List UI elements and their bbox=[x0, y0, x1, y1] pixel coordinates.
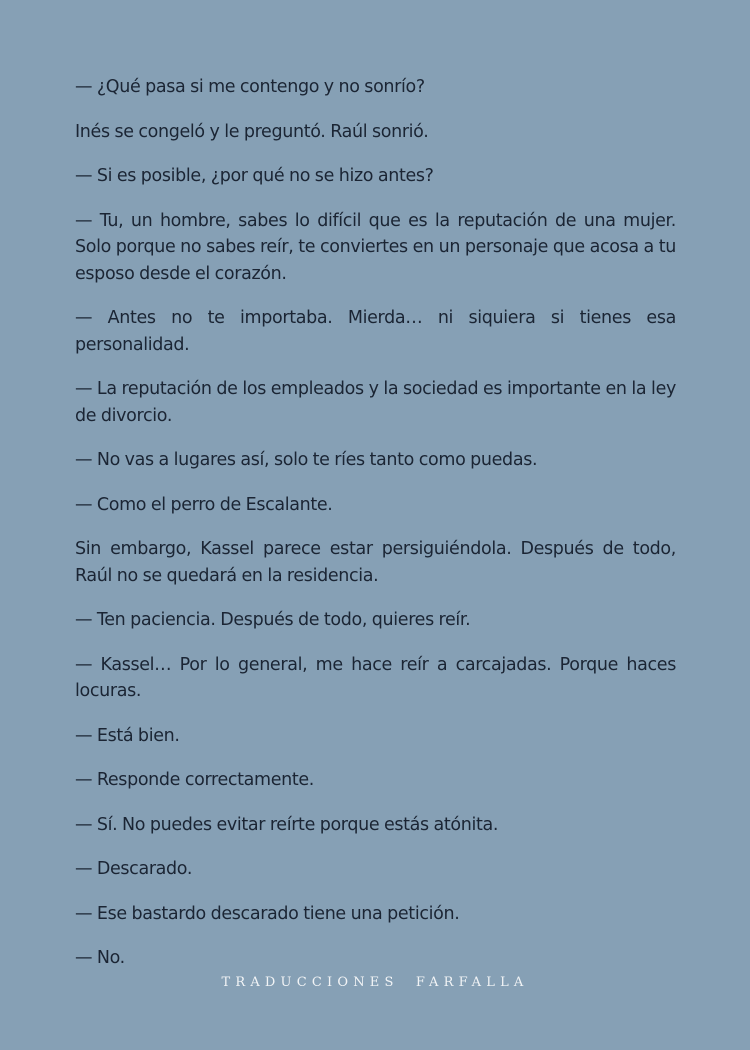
paragraph: — Descarado. bbox=[75, 859, 193, 879]
paragraph: — Kassel… Por lo general, me hace reír a carcajadas. Porque haces locuras. bbox=[75, 654, 676, 701]
paragraph: — No vas a lugares así, solo te ríes tanto como puedas. bbox=[75, 450, 538, 470]
paragraph: — Está bien. bbox=[75, 725, 180, 746]
paragraph: — Si es posible, ¿por qué no se hizo antes? bbox=[75, 166, 434, 186]
paragraph: — La reputación de los empleados y la sociedad es importante en la ley de divorcio. bbox=[75, 379, 676, 426]
paragraph: — No. bbox=[75, 948, 125, 968]
paragraph: — ¿Qué pasa si me contengo y no sonrío? bbox=[75, 77, 425, 97]
paragraph: Sin embargo, Kassel parece estar persiguiéndola. Después de todo, Raúl no se quedará en la residencia. bbox=[75, 539, 676, 586]
paragraph: — Tu, un hombre, sabes lo difícil que es la reputación de una mujer. Solo porque no sabes reír, te conviertes en un personaje que acosa a tu esposo desde el corazón. bbox=[75, 210, 676, 284]
paragraph: — Sí. No puedes evitar reírte porque estás atónita. bbox=[75, 814, 499, 835]
paragraph: Inés se congeló y le preguntó. Raúl sonrió. bbox=[75, 121, 429, 142]
paragraph: — Como el perro de Escalante. bbox=[75, 494, 333, 515]
paragraph: — Antes no te importaba. Mierda… ni siquiera si tienes esa personalidad. bbox=[75, 308, 676, 355]
footer-credit: TRADUCCIONES FARFALLA bbox=[221, 975, 529, 990]
paragraph: — Ten paciencia. Después de todo, quieres reír. bbox=[75, 610, 471, 630]
paragraph: — Responde correctamente. bbox=[75, 770, 315, 790]
document-body bbox=[75, 74, 676, 990]
paragraph: — Ese bastardo descarado tiene una petición. bbox=[75, 903, 460, 924]
